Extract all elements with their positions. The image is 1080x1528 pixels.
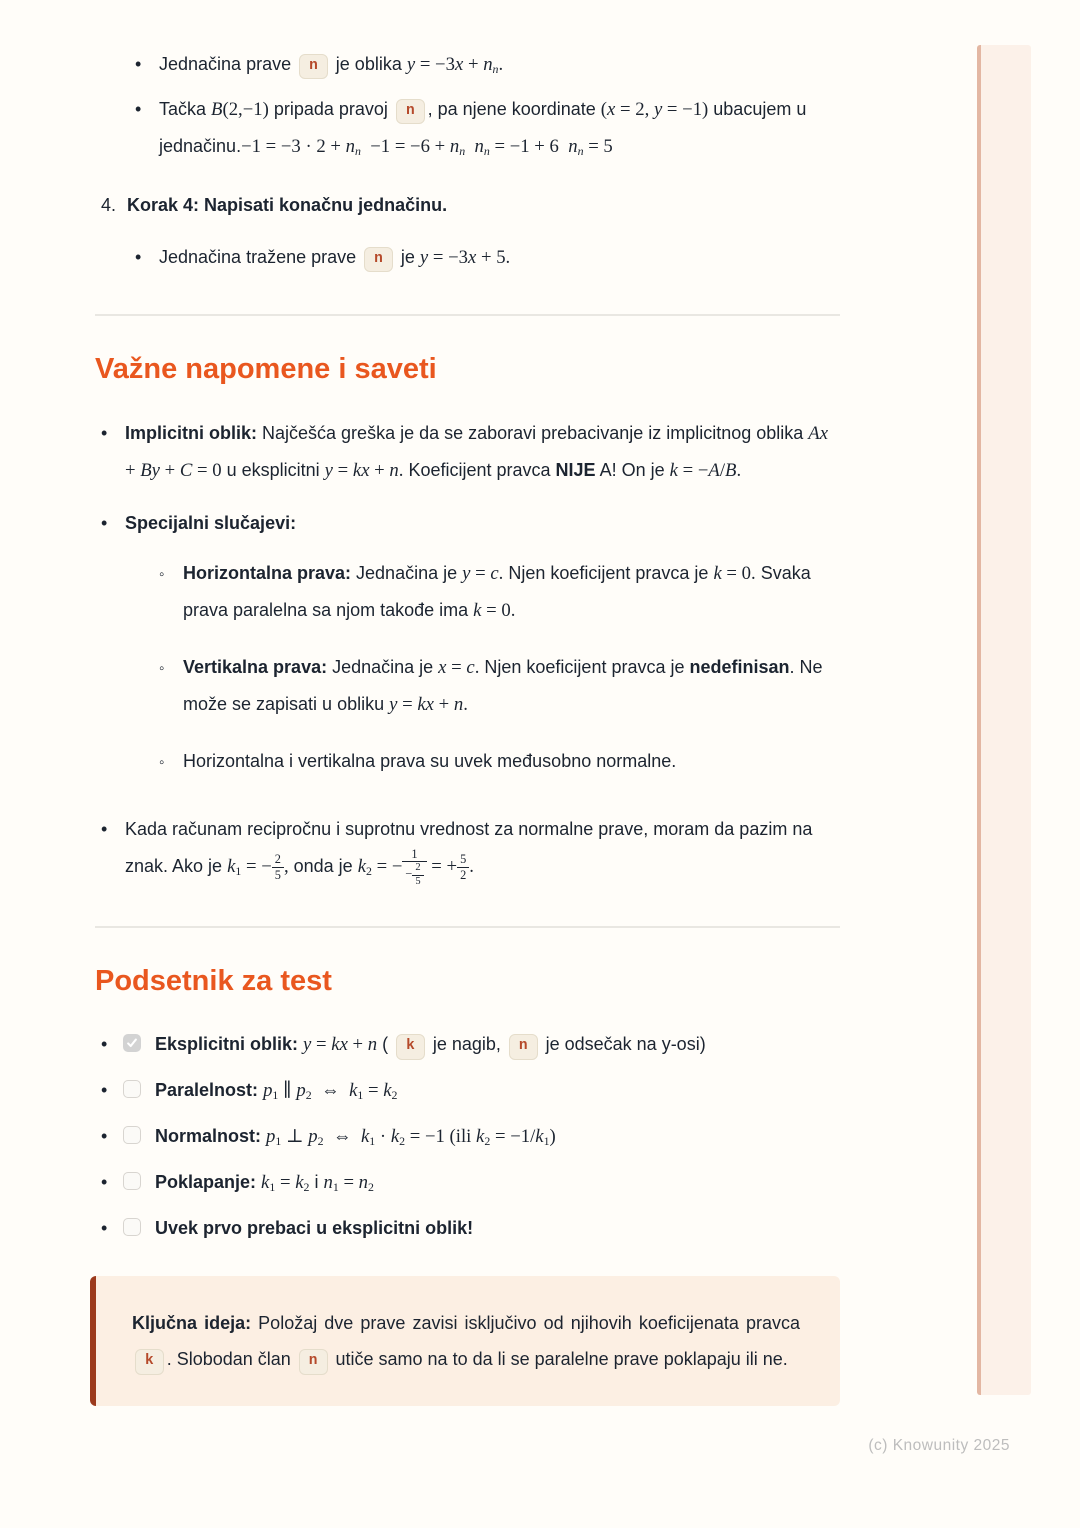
inline-code-badge: n	[396, 99, 425, 124]
inline-code-badge: n	[299, 54, 328, 79]
bullet-icon	[101, 1164, 123, 1200]
copyright-footer: (c) Knowunity 2025	[868, 1437, 1010, 1454]
list-item	[101, 415, 840, 489]
step4-sublist	[135, 239, 840, 276]
bullet-icon	[101, 505, 125, 541]
inline-code-badge: n	[364, 247, 393, 272]
bullet-icon	[135, 239, 159, 275]
special-cases-sublist	[159, 555, 840, 781]
list-item	[159, 649, 840, 723]
key-idea-callout	[90, 1276, 840, 1406]
checklist-item-text: Paralelnost: $p_1$ ∥ $p_2$ ⇔ $k_1 = k_2$	[155, 1080, 398, 1103]
ordered-item-step4	[101, 187, 840, 223]
checklist-item	[101, 1118, 840, 1155]
step3-sublist	[135, 46, 840, 165]
list-item-text: Jednačina tražene prave n je y = −3x + 5.	[159, 239, 840, 276]
inline-code-badge: n	[299, 1349, 328, 1374]
list-item-text: Tačka B(2,−1) pripada pravoj n , pa njene koordinate (x = 2, y = −1) ubacujem u jednačinu.−1 = $-3 \cdot 2 + n_n -1 = -6 + n_n$ $n_n = -1 + 6$ $n_n = 5$	[159, 99, 807, 158]
ordered-item-number: 4.	[101, 195, 117, 215]
checkbox[interactable]	[123, 1218, 141, 1236]
inline-code-badge: n	[509, 1034, 538, 1059]
checklist-item	[101, 1072, 840, 1109]
section-divider	[95, 314, 840, 316]
bullet-icon	[101, 1118, 123, 1154]
checklist-item	[101, 1026, 840, 1063]
checklist-item-text: Poklapanje: $k_1 = k_2$ i $n_1 = n_2$	[155, 1172, 374, 1195]
bullet-icon	[135, 46, 159, 82]
list-item	[135, 91, 840, 165]
list-item	[159, 555, 840, 629]
list-item	[101, 505, 840, 801]
list-item	[159, 743, 840, 781]
bullet-icon	[101, 811, 125, 847]
list-item-text: Horizontalna prava: Jednačina je y = c. Njen koeficijent pravca je k = 0. Svaka prava paralelna sa njom takođe ima k = 0.	[183, 562, 811, 621]
checklist-item-text: Normalnost: $p_1$ ⊥ $p_2$ ⇔ $k_1 \cdot k_2 = -1$ (ili $k_2 = -1/k_1$)	[155, 1126, 556, 1149]
checkbox[interactable]	[123, 1126, 141, 1144]
reminder-checklist	[95, 1026, 840, 1246]
notes-list	[101, 415, 840, 888]
bullet-icon	[135, 91, 159, 127]
bullet-icon	[101, 1210, 123, 1246]
list-item-text: Kada računam recipročnu i suprotnu vrednost za normalne prave, moram da pazim na znak. Ako je $k_1$ = − $\frac{2}{5}$ , onda je $k_2$ = − 1 − $\frac{2}{5}$ = + $\frac{5}{2}$ .	[125, 818, 813, 887]
list-item	[135, 239, 840, 276]
page-edge-strip	[977, 45, 1031, 1395]
checkbox[interactable]	[123, 1172, 141, 1190]
checkmark-icon	[126, 1037, 138, 1049]
section-divider	[95, 926, 840, 928]
inline-code-badge: k	[396, 1034, 425, 1059]
step4-title: Korak 4: Napisati konačnu jednačinu.	[127, 195, 448, 215]
bullet-icon	[101, 1026, 123, 1062]
list-item-text: Implicitni oblik: Najčešća greška je da se zaboravi prebacivanje iz implicitnog oblika Ax + By + C = 0 u eksplicitni y = kx + n. Koeficijent pravca NIJE A! On je k = −A/B.	[125, 422, 829, 481]
section-heading-reminder: Podsetnik za test	[95, 964, 332, 997]
list-item	[101, 811, 840, 888]
circle-bullet-icon	[159, 649, 183, 687]
list-item-text: Jednačina prave n je oblika $y = -3x + n_n$.	[159, 46, 840, 83]
bullet-icon	[101, 1072, 123, 1108]
checklist-item	[101, 1164, 840, 1201]
section-heading-notes: Važne napomene i saveti	[95, 353, 437, 385]
checklist-item-text: Uvek prvo prebaci u eksplicitni oblik!	[155, 1218, 474, 1239]
circle-bullet-icon	[159, 555, 183, 593]
list-item-text	[125, 505, 840, 801]
bullet-icon	[101, 415, 125, 451]
checkbox[interactable]	[123, 1034, 141, 1052]
callout-text: Ključna ideja: Položaj dve prave zavisi isključivo od njihovih koeficijenata pravca k . Slobodan član n utiče samo na to da li se paralelne prave poklapaju ili ne.	[132, 1305, 800, 1377]
inline-code-badge: k	[135, 1349, 164, 1374]
circle-bullet-icon	[159, 743, 183, 781]
list-item-text: Vertikalna prava: Jednačina je x = c. Njen koeficijent pravca je nedefinisan. Ne može se zapisati u obliku y = kx + n.	[183, 656, 823, 715]
checklist-item	[101, 1210, 840, 1246]
list-item-text: Horizontalna i vertikalna prava su uvek međusobno normalne.	[183, 750, 677, 771]
document-content	[95, 46, 840, 1406]
checkbox[interactable]	[123, 1080, 141, 1098]
checklist-item-text: Eksplicitni oblik: y = kx + n ( k je nagib, n je odsečak na y-osi)	[155, 1026, 706, 1063]
list-item-label: Specijalni slučajevi:	[125, 512, 297, 533]
list-item	[135, 46, 840, 83]
